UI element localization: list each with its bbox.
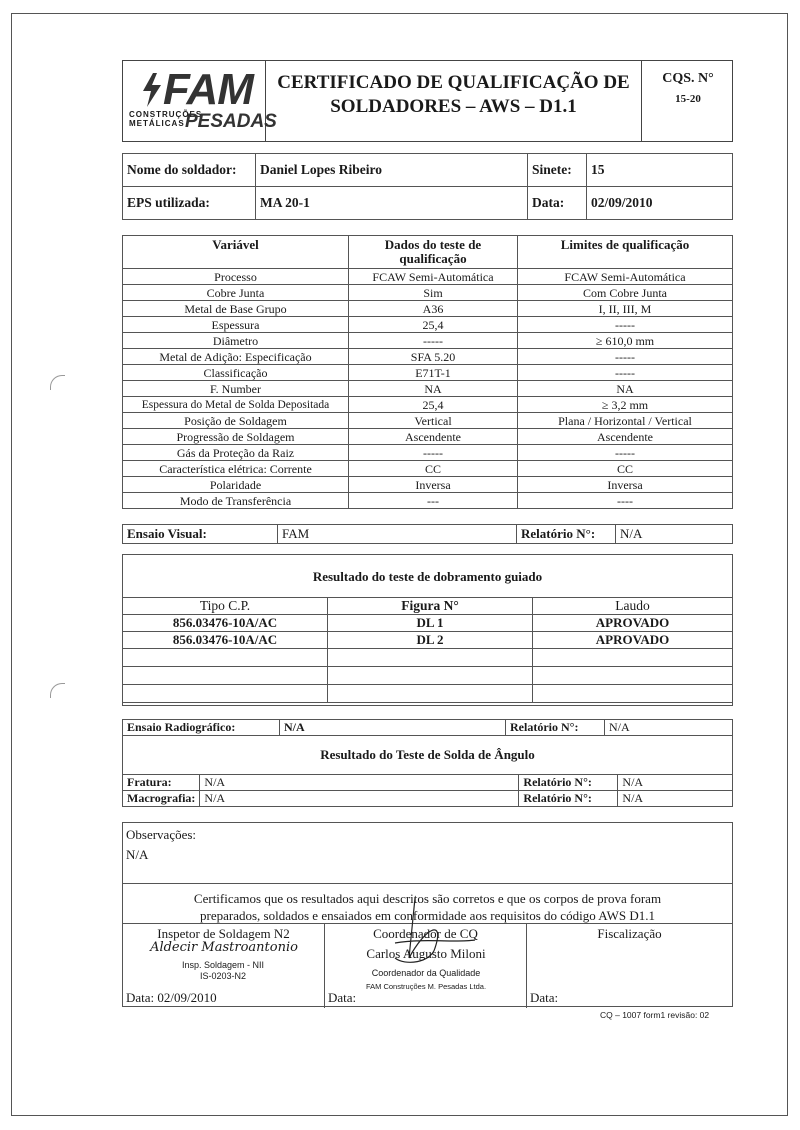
inspector-stamp: Insp. Soldagem - NII IS-0203-N2 bbox=[181, 960, 265, 981]
macro-label: Macrografia: bbox=[123, 791, 200, 807]
table-cell: ----- bbox=[518, 445, 733, 461]
table-cell: APROVADO bbox=[533, 632, 733, 649]
macro-value: N/A bbox=[200, 791, 519, 807]
variables-header: Limites de qualificação bbox=[518, 236, 733, 269]
table-cell: E71T-1 bbox=[349, 365, 518, 381]
table-cell bbox=[533, 649, 733, 667]
table-cell: A36 bbox=[349, 301, 518, 317]
welder-name-label: Nome do soldador: bbox=[123, 154, 256, 187]
table-cell: ----- bbox=[349, 333, 518, 349]
table-row bbox=[123, 615, 733, 632]
table-cell: FCAW Semi-Automática bbox=[349, 269, 518, 285]
table-cell: Plana / Horizontal / Vertical bbox=[518, 413, 733, 429]
table-cell: Progressão de Soldagem bbox=[123, 429, 349, 445]
bend-header: Tipo C.P. bbox=[123, 598, 328, 615]
table-cell: Vertical bbox=[349, 413, 518, 429]
table-cell: Processo bbox=[123, 269, 349, 285]
table-cell: 25,4 bbox=[349, 317, 518, 333]
bend-header: Figura N° bbox=[328, 598, 533, 615]
table-cell bbox=[328, 667, 533, 685]
table-row bbox=[123, 649, 733, 667]
macro-report-label: Relatório N°: bbox=[519, 791, 618, 807]
visual-label: Ensaio Visual: bbox=[123, 525, 278, 544]
table-cell: Metal de Base Grupo bbox=[123, 301, 349, 317]
table-cell: ----- bbox=[518, 349, 733, 365]
inspector-signature: Aldecir Mastroantonio bbox=[150, 940, 298, 955]
cqs-label: CQS. N° bbox=[662, 71, 714, 86]
table-cell: ≥ 610,0 mm bbox=[518, 333, 733, 349]
table-row bbox=[123, 685, 733, 703]
table-row bbox=[123, 493, 733, 509]
table-cell: ----- bbox=[518, 365, 733, 381]
date-value: 02/09/2010 bbox=[587, 187, 733, 220]
table-cell: ----- bbox=[518, 317, 733, 333]
visual-test-row bbox=[122, 524, 733, 544]
table-row bbox=[123, 429, 733, 445]
table-cell: Gás da Proteção da Raiz bbox=[123, 445, 349, 461]
table-cell: SFA 5.20 bbox=[349, 349, 518, 365]
table-cell: I, II, III, M bbox=[518, 301, 733, 317]
table-cell: 856.03476-10A/AC bbox=[123, 632, 328, 649]
observations-label: Observações: bbox=[126, 827, 197, 842]
radio-value: N/A bbox=[280, 720, 506, 736]
table-cell: FCAW Semi-Automática bbox=[518, 269, 733, 285]
table-cell: Inversa bbox=[349, 477, 518, 493]
table-cell: Inversa bbox=[518, 477, 733, 493]
inspection-title: Fiscalização bbox=[597, 926, 662, 941]
table-cell bbox=[328, 685, 533, 703]
table-row bbox=[123, 632, 733, 649]
table-row bbox=[123, 477, 733, 493]
variables-table bbox=[122, 235, 733, 509]
fratura-report-value: N/A bbox=[618, 775, 732, 791]
table-cell: --- bbox=[349, 493, 518, 509]
form-code: CQ – 1007 form1 revisão: 02 bbox=[600, 1010, 710, 1020]
table-row bbox=[123, 413, 733, 429]
sinete-value: 15 bbox=[587, 154, 733, 187]
table-cell: CC bbox=[518, 461, 733, 477]
table-cell bbox=[123, 649, 328, 667]
table-cell: DL 2 bbox=[328, 632, 533, 649]
eps-label: EPS utilizada: bbox=[123, 187, 256, 220]
table-cell: NA bbox=[349, 381, 518, 397]
table-cell: ≥ 3,2 mm bbox=[518, 397, 733, 413]
table-row bbox=[123, 445, 733, 461]
observations-section bbox=[122, 822, 733, 1007]
visual-report-label: Relatório N°: bbox=[517, 525, 616, 544]
inspector-date: Data: 02/09/2010 bbox=[126, 990, 217, 1005]
table-cell: APROVADO bbox=[533, 615, 733, 632]
lightning-bolt-icon bbox=[139, 73, 163, 107]
table-cell: Cobre Junta bbox=[123, 285, 349, 301]
fratura-report-label: Relatório N°: bbox=[519, 775, 618, 791]
coordinator-role: Coordenador da Qualidade bbox=[371, 968, 481, 978]
logo-subtitle: CONSTRUÇÕES METÁLICAS bbox=[129, 110, 203, 128]
table-cell: F. Number bbox=[123, 381, 349, 397]
coordinator-date: Data: bbox=[328, 990, 357, 1005]
radio-report-label: Relatório N°: bbox=[506, 720, 605, 736]
table-row bbox=[123, 461, 733, 477]
certificate-header bbox=[122, 60, 733, 142]
inspection-date: Data: bbox=[530, 990, 559, 1005]
coordinator-company: FAM Construções M. Pesadas Ltda. bbox=[365, 982, 487, 991]
table-cell: 25,4 bbox=[349, 397, 518, 413]
table-cell: ---- bbox=[518, 493, 733, 509]
coordinator-title: Coordenador de CQ bbox=[373, 926, 478, 941]
date-label: Data: bbox=[528, 187, 587, 220]
table-cell: Polaridade bbox=[123, 477, 349, 493]
logo-subtitle-pesadas: PESADAS bbox=[185, 111, 277, 132]
table-cell: Espessura bbox=[123, 317, 349, 333]
table-cell: Diâmetro bbox=[123, 333, 349, 349]
table-cell: Ascendente bbox=[518, 429, 733, 445]
page-title: CERTIFICADO DE QUALIFICAÇÃO DE SOLDADORES – AWS – D1.1 bbox=[266, 61, 642, 141]
table-row bbox=[123, 365, 733, 381]
inspector-title: Inspetor de Soldagem N2 bbox=[157, 926, 290, 941]
fillet-test-title: Resultado do Teste de Solda de Ângulo bbox=[320, 747, 535, 762]
table-row bbox=[123, 333, 733, 349]
table-cell: Classificação bbox=[123, 365, 349, 381]
cqs-number-box bbox=[643, 61, 733, 141]
table-cell: Com Cobre Junta bbox=[518, 285, 733, 301]
macro-report-value: N/A bbox=[618, 791, 732, 807]
sinete-label: Sinete: bbox=[528, 154, 587, 187]
radio-report-value: N/A bbox=[605, 720, 733, 736]
table-cell: Espessura do Metal de Solda Depositada bbox=[123, 397, 349, 413]
table-row bbox=[123, 269, 733, 285]
table-cell: Metal de Adição: Especificação bbox=[123, 349, 349, 365]
table-row bbox=[123, 381, 733, 397]
table-cell: 856.03476-10A/AC bbox=[123, 615, 328, 632]
observations-value: N/A bbox=[126, 847, 149, 862]
table-row bbox=[123, 349, 733, 365]
variables-header: Dados do teste de qualificação bbox=[349, 236, 518, 269]
certification-statement: Certificamos que os resultados aqui descritos são corretos e que os corpos de prova foram preparados, soldados e ensaiados em conformidade aos requisitos do código AWS D1.1 bbox=[123, 883, 732, 924]
bend-test-table bbox=[122, 597, 733, 703]
logo-wordmark: FAM bbox=[163, 65, 253, 114]
radio-label: Ensaio Radiográfico: bbox=[123, 720, 280, 736]
table-cell bbox=[123, 685, 328, 703]
welder-name-value: Daniel Lopes Ribeiro bbox=[256, 154, 528, 187]
bend-test-section bbox=[122, 554, 733, 706]
eps-value: MA 20-1 bbox=[256, 187, 528, 220]
table-cell bbox=[123, 667, 328, 685]
signature-scribble-icon bbox=[365, 888, 485, 978]
table-cell bbox=[533, 685, 733, 703]
table-row bbox=[123, 397, 733, 413]
welder-info-table bbox=[122, 153, 733, 220]
variables-header: Variável bbox=[123, 236, 349, 269]
coordinator-name: Carlos Augusto Miloni bbox=[366, 946, 486, 961]
table-cell: Característica elétrica: Corrente bbox=[123, 461, 349, 477]
fratura-label: Fratura: bbox=[123, 775, 200, 791]
inspector-signature-box bbox=[123, 923, 325, 1008]
table-cell bbox=[328, 649, 533, 667]
table-cell: Sim bbox=[349, 285, 518, 301]
table-cell: NA bbox=[518, 381, 733, 397]
table-row bbox=[123, 317, 733, 333]
table-cell: Posição de Soldagem bbox=[123, 413, 349, 429]
table-row bbox=[123, 301, 733, 317]
visual-report-value: N/A bbox=[616, 525, 733, 544]
table-row bbox=[123, 285, 733, 301]
table-cell: CC bbox=[349, 461, 518, 477]
table-cell: Modo de Transferência bbox=[123, 493, 349, 509]
bend-test-title: Resultado do teste de dobramento guiado bbox=[312, 569, 543, 584]
inspection-signature-box bbox=[527, 923, 732, 1008]
table-row bbox=[123, 667, 733, 685]
table-cell: Ascendente bbox=[349, 429, 518, 445]
cqs-number: 15-20 bbox=[675, 93, 701, 105]
table-cell bbox=[533, 667, 733, 685]
radiographic-section bbox=[122, 719, 733, 807]
fratura-value: N/A bbox=[200, 775, 519, 791]
table-cell: ----- bbox=[349, 445, 518, 461]
coordinator-signature-box bbox=[325, 923, 527, 1008]
visual-value: FAM bbox=[278, 525, 517, 544]
bend-header: Laudo bbox=[533, 598, 733, 615]
company-logo bbox=[123, 61, 277, 141]
table-cell: DL 1 bbox=[328, 615, 533, 632]
